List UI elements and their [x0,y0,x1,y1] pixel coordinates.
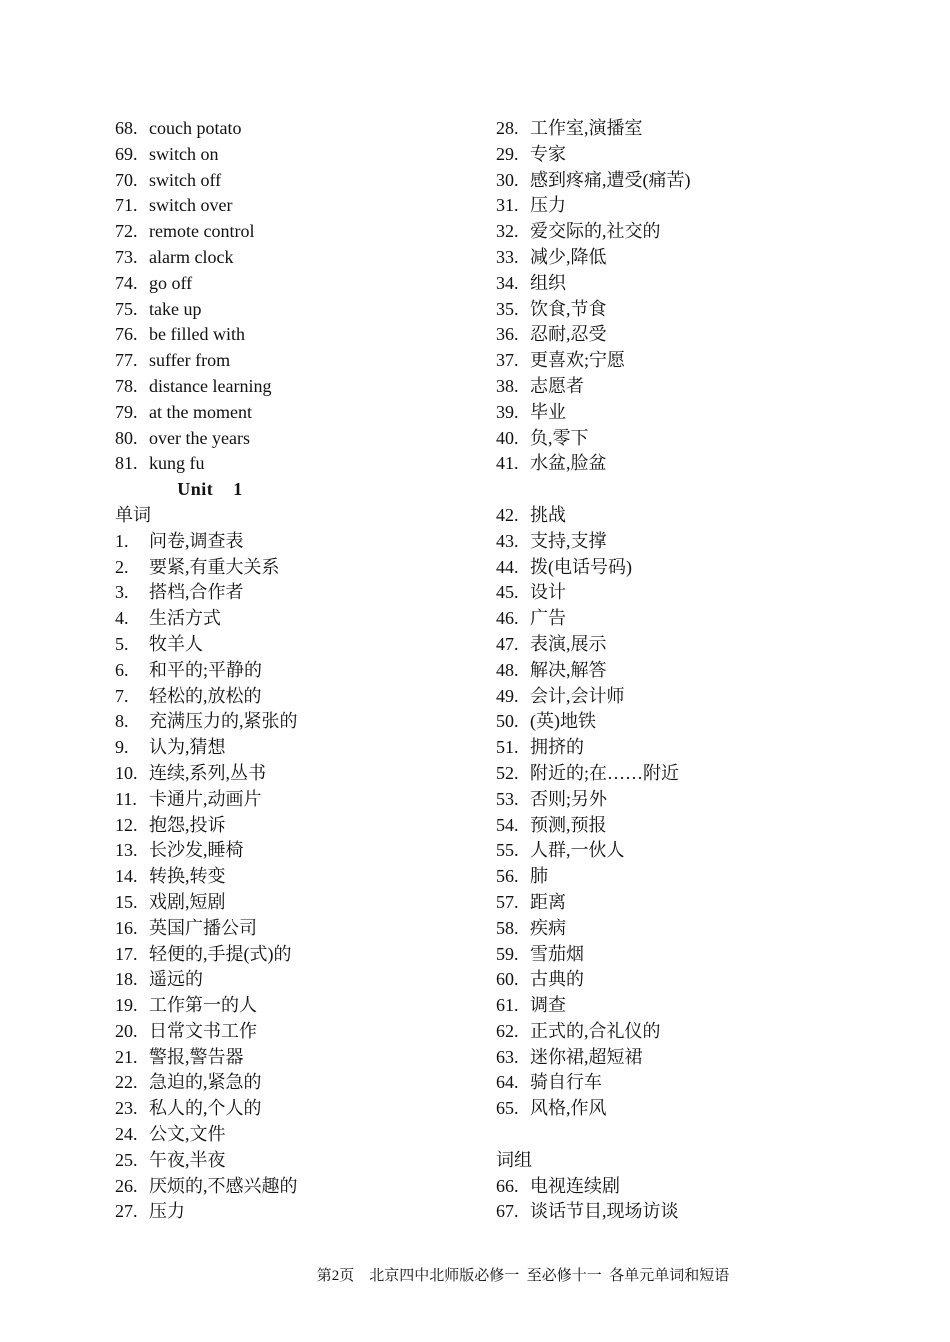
list-item: 52. 附近的;在……附近 [496,762,680,783]
list-item: 24. 公文,文件 [115,1124,226,1145]
list-item: 27. 压力 [115,1201,185,1222]
list-item: 13. 长沙发,睡椅 [115,840,244,861]
list-item: 55. 人群,一伙人 [496,840,625,861]
list-item: 80. over the years [115,427,250,448]
list-item: 9. 认为,猜想 [115,737,226,758]
list-item: 20. 日常文书工作 [115,1020,257,1041]
list-item: 26. 厌烦的,不感兴趣的 [115,1175,298,1196]
list-item: 34. 组织 [496,272,566,293]
list-item: 76. be filled with [115,324,245,345]
list-item: 69. switch on [115,143,219,164]
list-item: 19. 工作第一的人 [115,995,257,1016]
list-item: 72. remote control [115,221,255,242]
list-item: 56. 肺 [496,866,548,887]
list-item: 17. 轻便的,手提(式)的 [115,943,292,964]
word-list [115,529,445,1226]
list-item: 35. 饮食,节食 [496,298,607,319]
list-item: 7. 轻松的,放松的 [115,685,262,706]
word-list-continued-2 [496,503,856,1122]
list-item: 70. switch off [115,169,222,190]
list-item: 32. 爱交际的,社交的 [496,221,661,242]
list-item: 63. 迷你裙,超短裙 [496,1046,643,1067]
list-item: 58. 疾病 [496,917,566,938]
list-item: 73. alarm clock [115,246,234,267]
list-item: 54. 预测,预报 [496,814,607,835]
list-item: 44. 拨(电话号码) [496,556,632,577]
list-item: 16. 英国广播公司 [115,917,257,938]
list-item: 50. (英)地铁 [496,711,596,732]
list-item: 31. 压力 [496,195,566,216]
list-item: 25. 午夜,半夜 [115,1149,226,1170]
list-item: 81. kung fu [115,453,205,474]
list-item: 67. 谈话节目,现场访谈 [496,1201,679,1222]
list-item: 65. 风格,作风 [496,1098,607,1119]
list-item: 21. 警报,警告器 [115,1046,244,1067]
list-item: 28. 工作室,演播室 [496,118,643,138]
list-item: 4. 生活方式 [115,608,221,629]
list-item: 64. 骑自行车 [496,1072,602,1093]
section-label-words: 单词 [115,504,151,525]
phrase-list [496,1174,856,1226]
list-item: 48. 解决,解答 [496,659,607,680]
list-item: 74. go off [115,272,193,293]
blank-line [496,1122,856,1148]
list-item: 68. couch potato [115,118,242,138]
list-item: 22. 急迫的,紧急的 [115,1072,262,1093]
list-item: 49. 会计,会计师 [496,685,625,706]
list-item: 51. 拥挤的 [496,737,584,758]
list-item: 5. 牧羊人 [115,633,203,654]
list-item: 62. 正式的,合礼仪的 [496,1020,661,1041]
right-column [496,116,856,1225]
list-item: 8. 充满压力的,紧张的 [115,711,298,732]
list-item: 23. 私人的,个人的 [115,1098,262,1119]
list-item: 79. at the moment [115,401,252,422]
list-item: 43. 支持,支撑 [496,530,607,551]
phrase-list-continued [115,116,445,477]
list-item: 14. 转换,转变 [115,866,226,887]
list-item: 53. 否则;另外 [496,788,608,809]
list-item: 71. switch over [115,195,233,216]
section-label-phrases: 词组 [496,1149,532,1170]
list-item: 11. 卡通片,动画片 [115,788,262,809]
list-item: 30. 感到疼痛,遭受(痛苦) [496,169,691,190]
list-item: 40. 负,零下 [496,427,589,448]
list-item: 2. 要紧,有重大关系 [115,556,280,577]
list-item: 78. distance learning [115,375,272,396]
list-item: 41. 水盆,脸盆 [496,453,607,474]
list-item: 12. 抱怨,投诉 [115,814,226,835]
list-item: 46. 广告 [496,608,566,629]
list-item: 61. 调查 [496,995,566,1016]
list-item: 6. 和平的;平静的 [115,659,263,680]
list-item: 1. 问卷,调查表 [115,530,244,551]
unit-heading: Unit 1 [177,479,243,500]
list-item: 10. 连续,系列,丛书 [115,762,266,783]
list-item: 36. 忍耐,忍受 [496,324,607,345]
word-list-continued [496,116,856,477]
list-item: 37. 更喜欢;宁愿 [496,350,626,371]
list-item: 59. 雪茄烟 [496,943,584,964]
list-item: 33. 减少,降低 [496,246,607,267]
list-item: 29. 专家 [496,143,566,164]
page-footer: 第2页 北京四中北师版必修一 至必修十一 各单元单词和短语 [316,1268,730,1284]
blank-line [496,477,856,503]
list-item: 47. 表演,展示 [496,633,607,654]
list-item: 60. 古典的 [496,969,584,990]
list-item: 39. 毕业 [496,401,566,422]
list-item: 75. take up [115,298,202,319]
list-item: 45. 设计 [496,582,566,603]
list-item: 18. 遥远的 [115,969,203,990]
list-item: 66. 电视连续剧 [496,1175,620,1196]
left-column [115,116,445,1225]
list-item: 38. 志愿者 [496,375,584,396]
list-item: 42. 挑战 [496,504,566,525]
list-item: 57. 距离 [496,891,566,912]
list-item: 77. suffer from [115,350,231,371]
list-item: 15. 戏剧,短剧 [115,891,226,912]
list-item: 3. 搭档,合作者 [115,582,244,603]
